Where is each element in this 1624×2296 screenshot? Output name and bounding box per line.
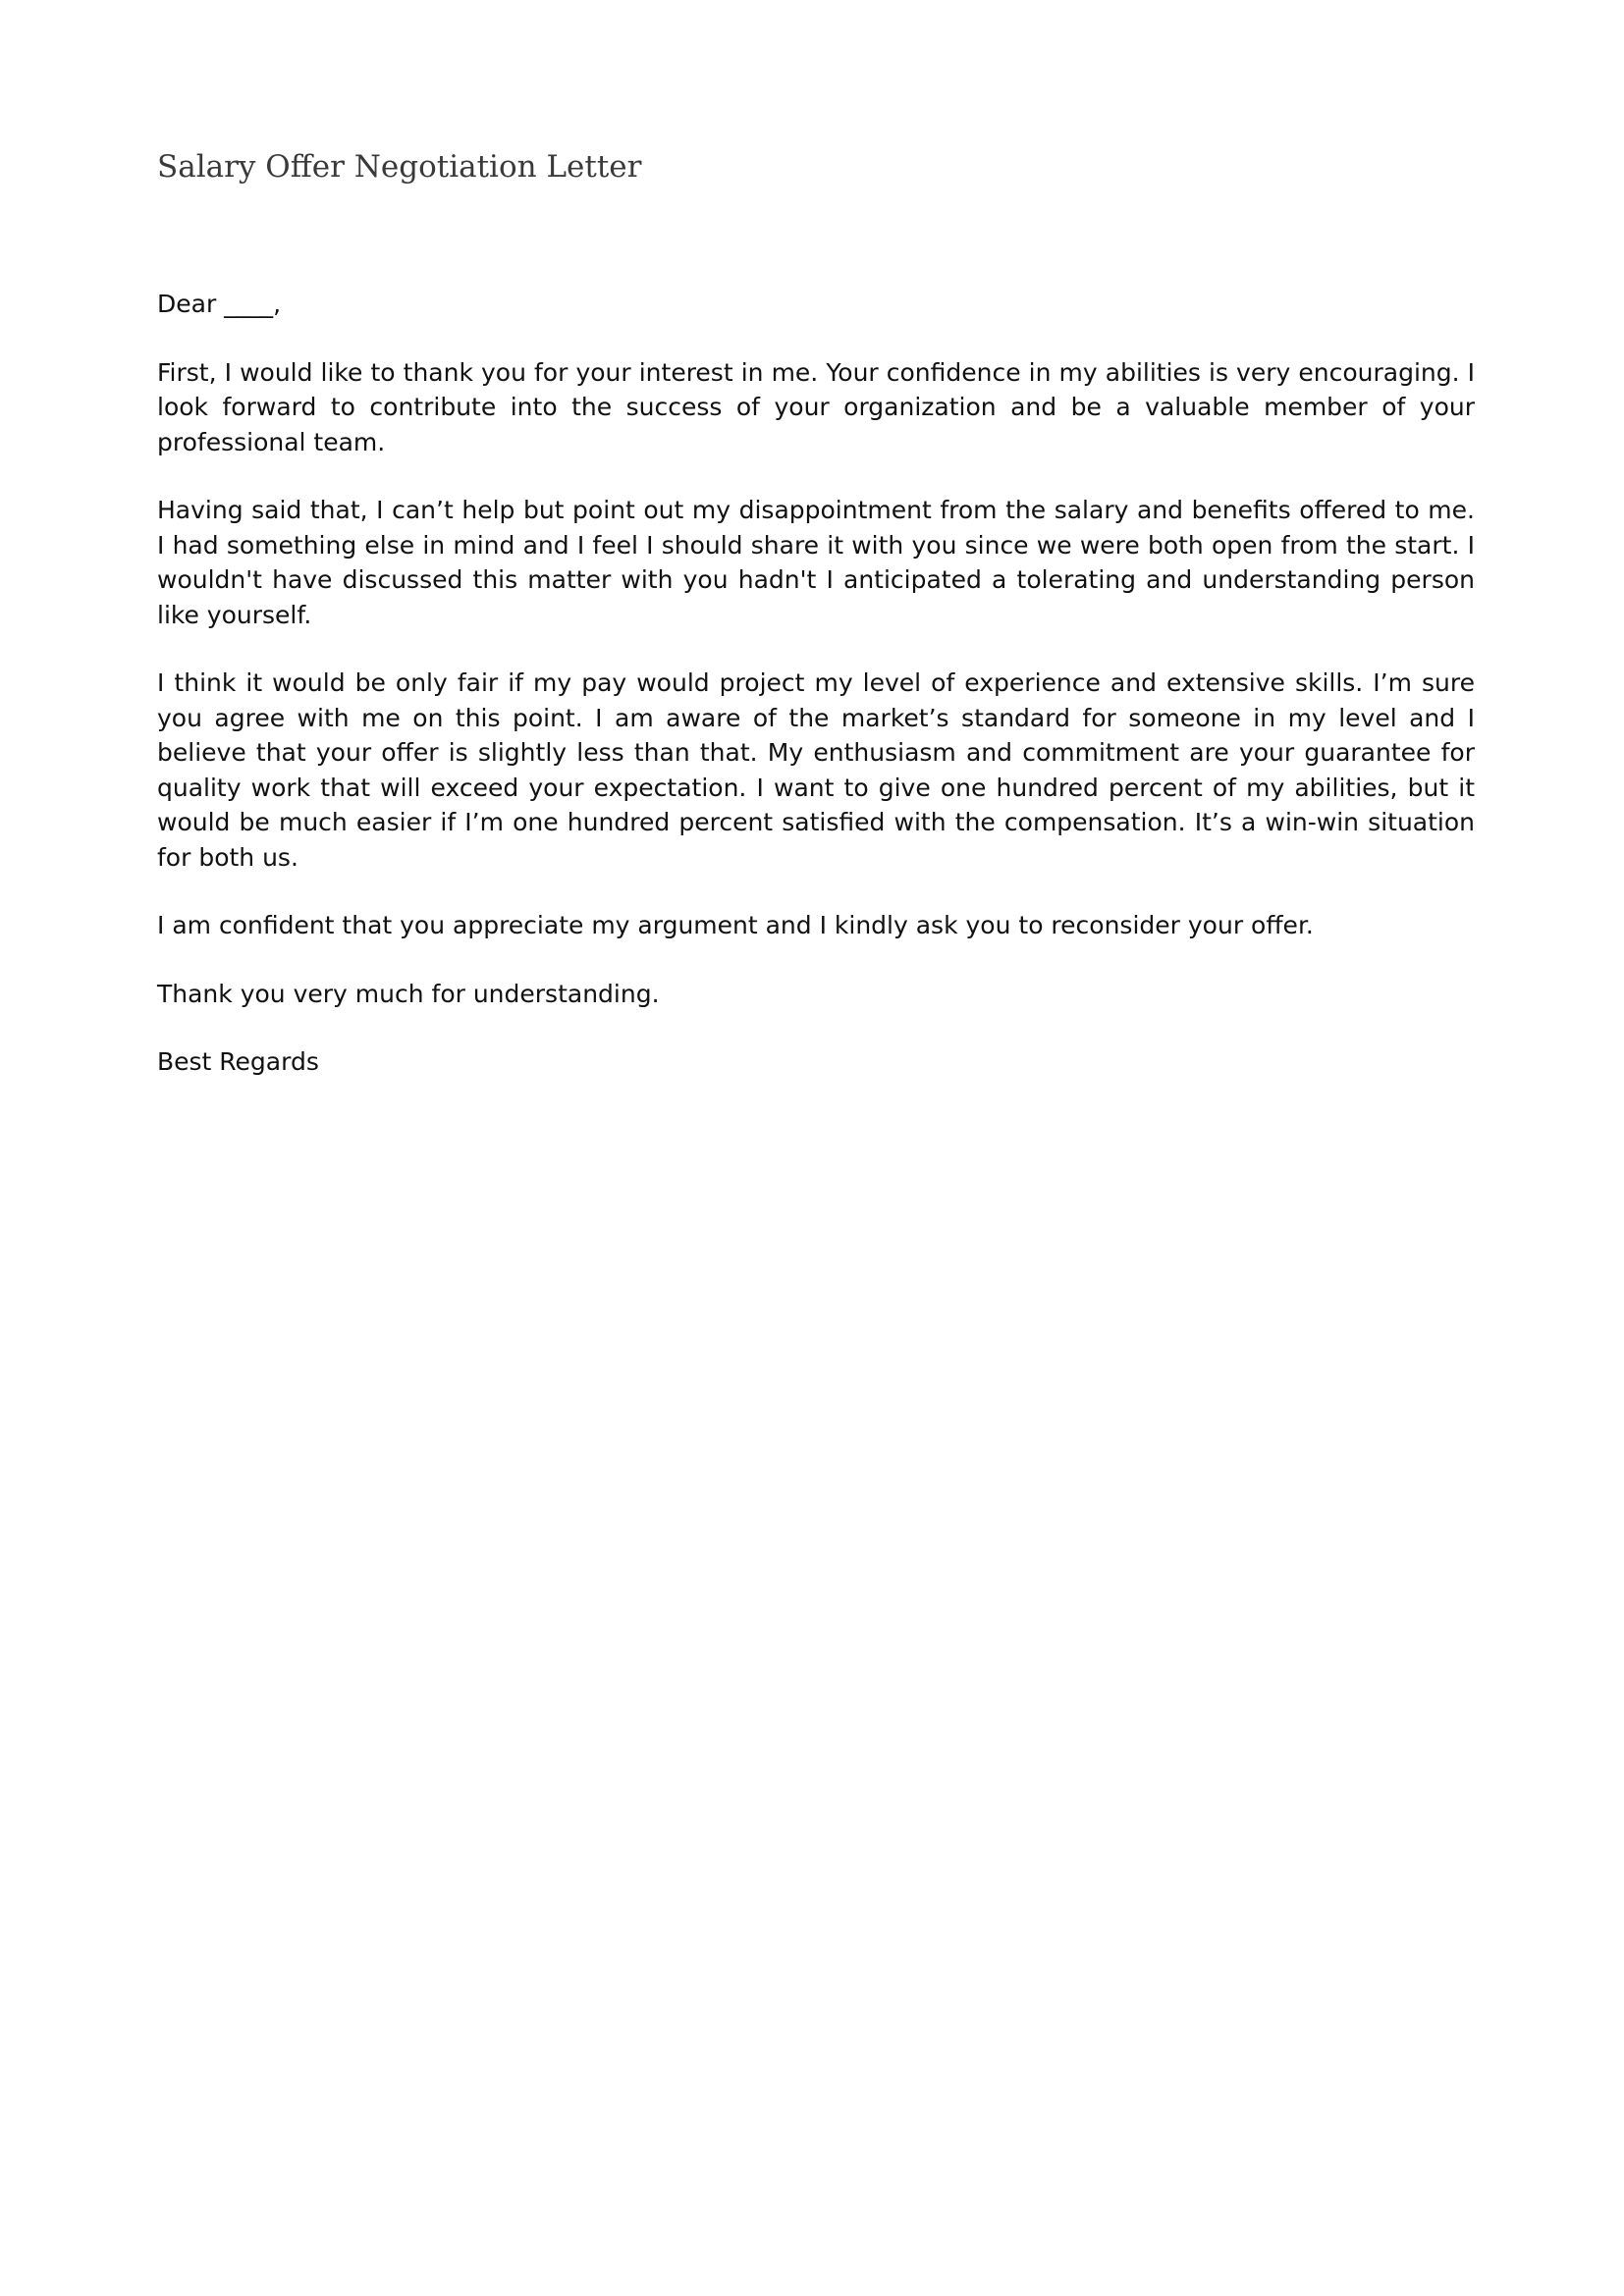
closing: Best Regards	[157, 1047, 319, 1076]
salutation: Dear ____,	[157, 290, 282, 318]
paragraph-thanks: First, I would like to thank you for your interest in me. Your confidence in my abilities is very encouraging. I look forward to contribute into the success of your organization and be a valuable member of your professional team.	[157, 357, 1475, 456]
paragraph-argument: I think it would be only fair if my pay would project my level of experience and extensive skills. I’m sure you agree with me on this point. I am aware of the market’s standard for someone in my level and I believe that your offer is slightly less than that. My enthusiasm and commitment are your guarantee for quality work that will exceed your expectation. I want to give one hundred percent of my abilities, but it would be much easier if I’m one hundred percent satisfied with the compensation. It’s a win-win situation for both us.	[157, 668, 1475, 872]
page-title: Salary Offer Negotiation Letter	[157, 149, 642, 185]
paragraph-request: I am confident that you appreciate my argument and I kindly ask you to reconsider your offer.	[157, 911, 1314, 939]
letter-body	[157, 287, 1475, 1113]
paragraph-thank-you: Thank you very much for understanding.	[157, 979, 660, 1008]
paragraph-disappointment: Having said that, I can’t help but point out my disappointment from the salary and benefits offered to me. I had something else in mind and I feel I should share it with you since we were both open from the start. I wouldn't have discussed this matter with you hadn't I anticipated a tolerating and understanding person like yourself.	[157, 496, 1475, 629]
